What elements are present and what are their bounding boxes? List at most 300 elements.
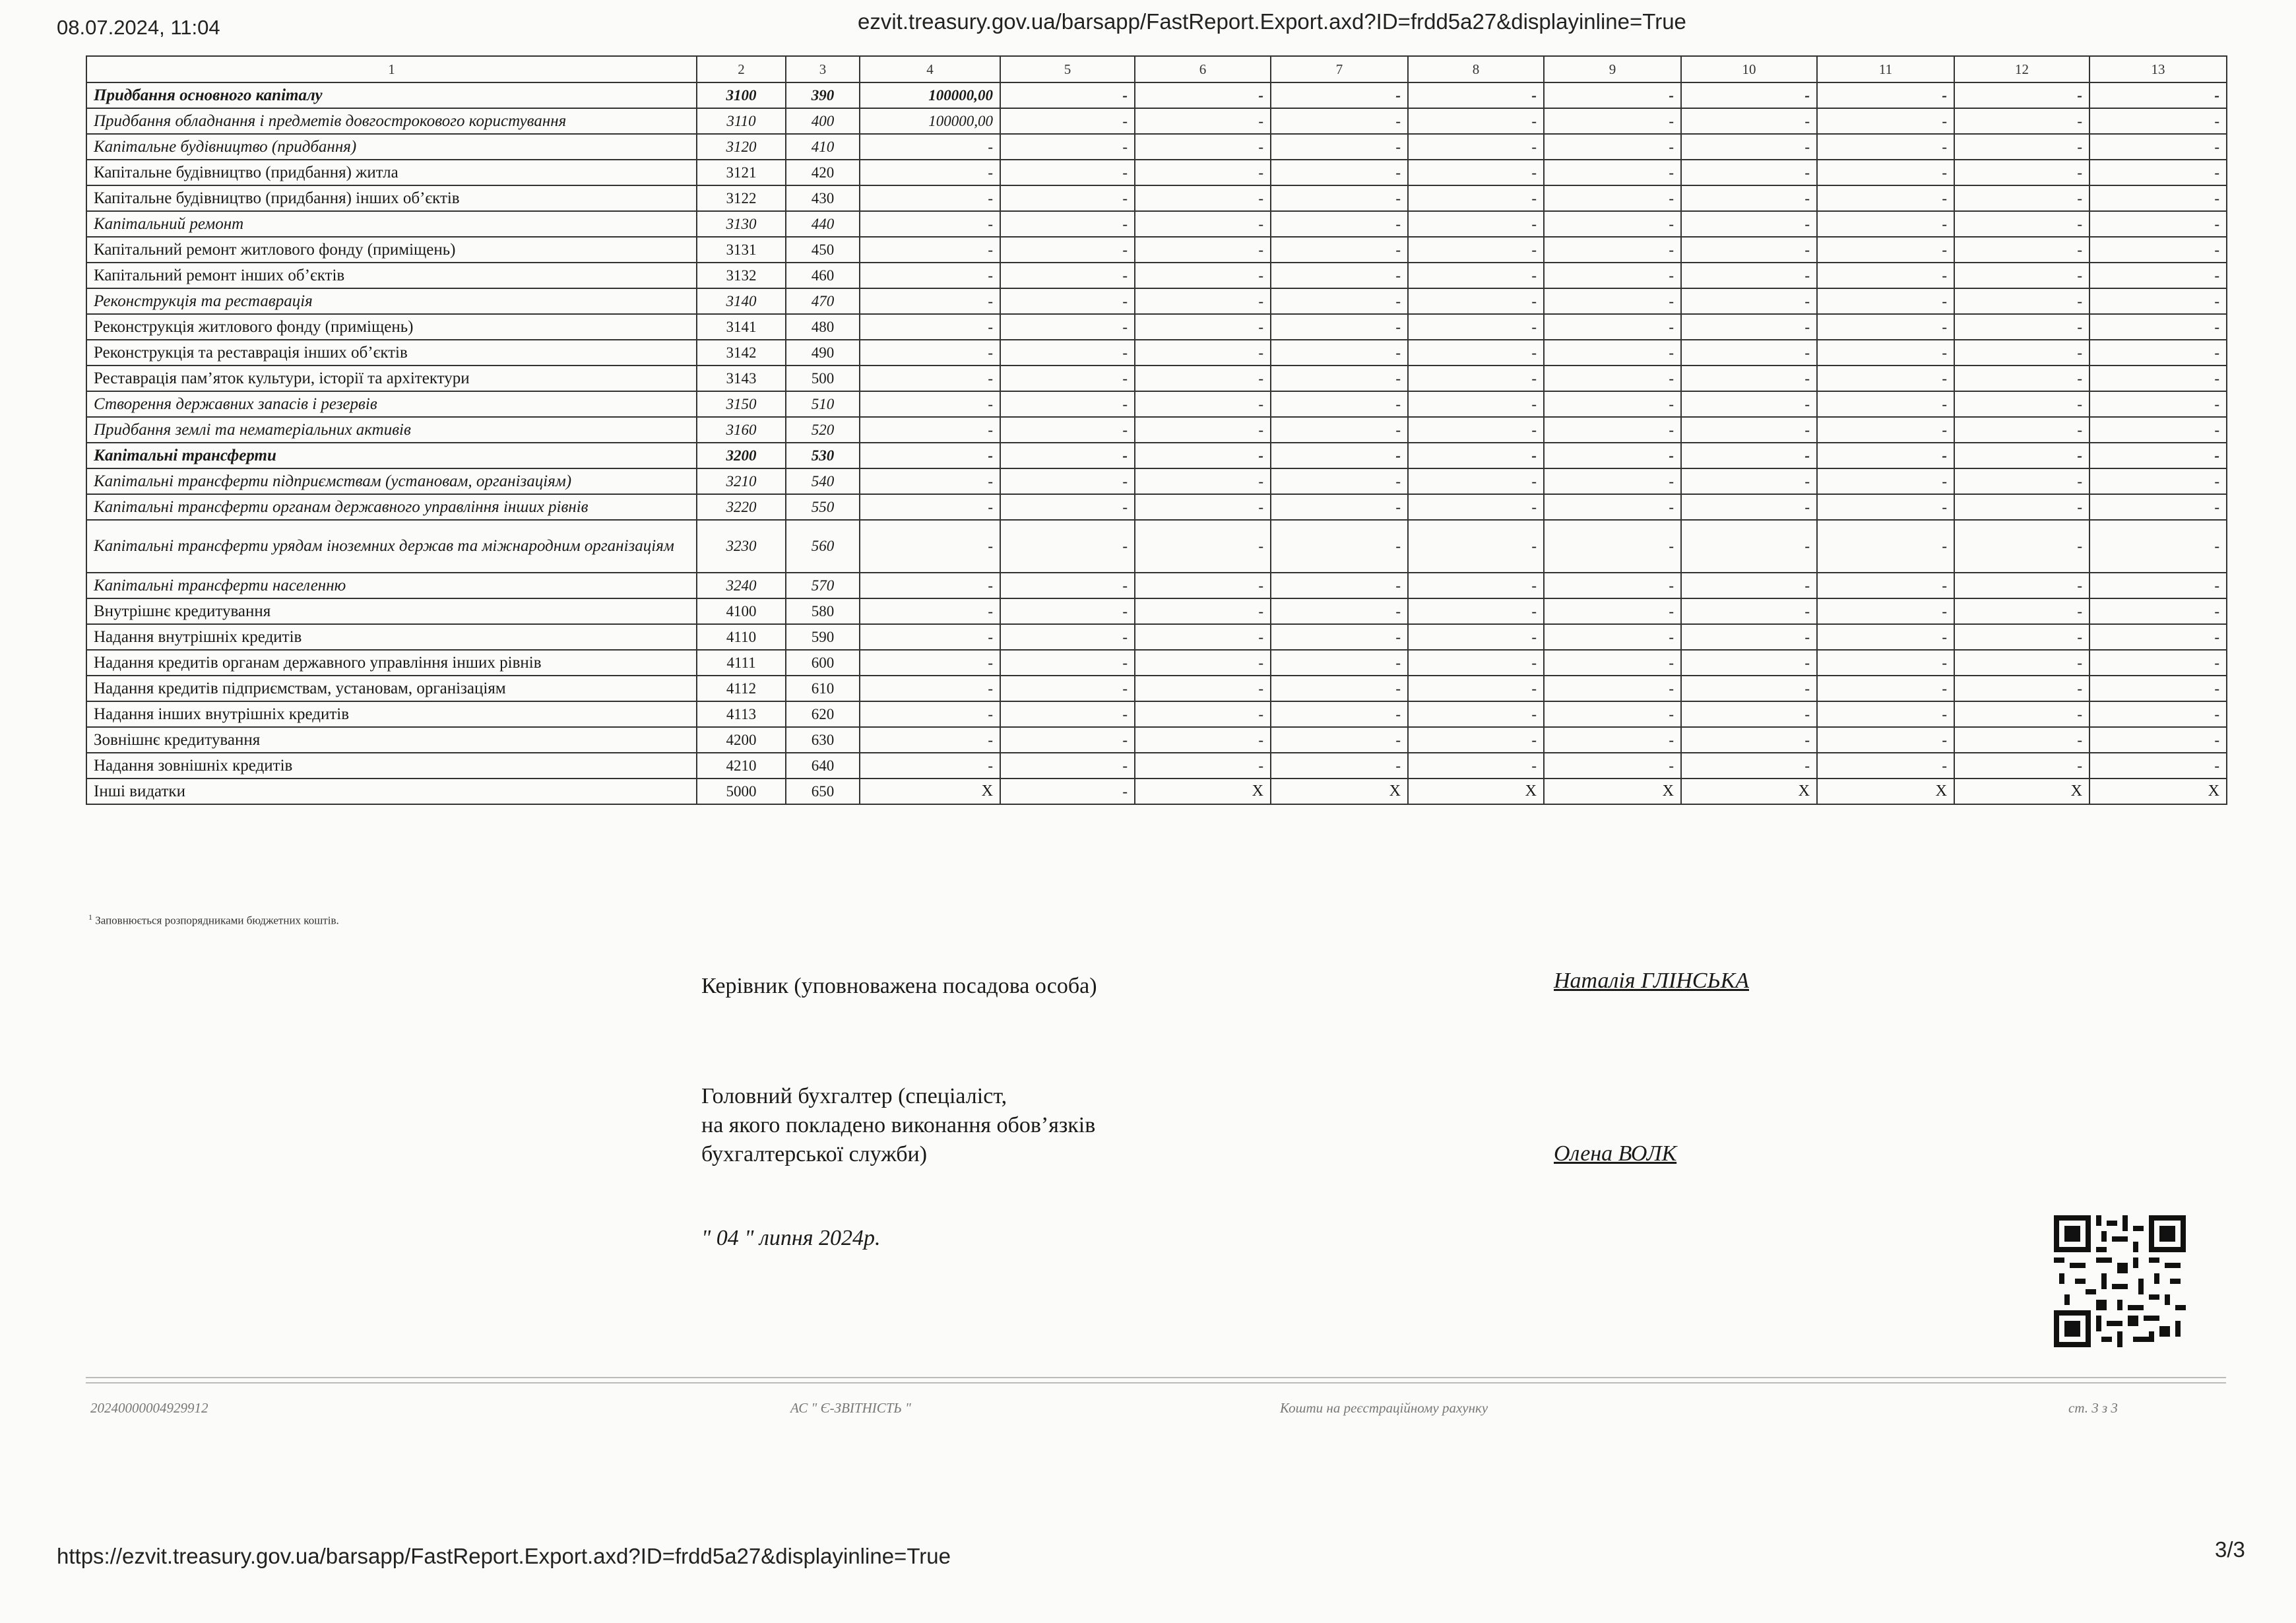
value-cell: -: [1544, 417, 1681, 443]
line-code: 600: [786, 650, 860, 676]
value-cell: -: [1135, 494, 1271, 520]
table-row: [86, 237, 2227, 263]
value-cell: -: [1000, 494, 1135, 520]
table-header-row: [86, 56, 2227, 82]
value-cell: -: [2089, 366, 2227, 391]
line-code: 460: [786, 263, 860, 288]
value-cell: -: [1954, 211, 2089, 237]
value-cell: -: [1817, 391, 1954, 417]
value-cell: -: [860, 468, 1000, 494]
value-cell: -: [860, 494, 1000, 520]
head-signature-label: Керівник (уповноважена посадова особа): [701, 974, 1097, 998]
value-cell: -: [1681, 237, 1817, 263]
value-cell: -: [1135, 727, 1271, 753]
table-row: [86, 598, 2227, 624]
economic-code: 3200: [697, 443, 786, 468]
value-cell: -: [860, 185, 1000, 211]
value-cell: -: [1817, 417, 1954, 443]
value-cell: -: [1271, 573, 1408, 598]
value-cell: -: [1000, 108, 1135, 134]
value-cell: -: [1000, 185, 1135, 211]
line-code: 440: [786, 211, 860, 237]
value-cell: -: [1135, 134, 1271, 160]
table-row: [86, 727, 2227, 753]
row-name: Капітальні трансферти населенню: [86, 573, 697, 598]
table-row: [86, 468, 2227, 494]
row-name: Створення державних запасів і резервів: [86, 391, 697, 417]
accountant-label-line: на якого покладено виконання обов’язків: [701, 1113, 1096, 1137]
column-header: 1: [86, 56, 697, 82]
value-cell: -: [1408, 443, 1544, 468]
economic-code: 3140: [697, 288, 786, 314]
line-code: 640: [786, 753, 860, 779]
line-code: 570: [786, 573, 860, 598]
value-cell: -: [1681, 494, 1817, 520]
column-header: 8: [1408, 56, 1544, 82]
value-cell: -: [1817, 288, 1954, 314]
value-cell: -: [1135, 676, 1271, 701]
row-name: Капітальні трансферти органам державного управління інших рівнів: [86, 494, 697, 520]
value-cell: -: [1544, 211, 1681, 237]
value-cell: -: [2089, 263, 2227, 288]
value-cell: -: [1681, 753, 1817, 779]
account-note: Кошти на реєстраційному рахунку: [1280, 1400, 1488, 1416]
value-cell: -: [1408, 366, 1544, 391]
value-cell: -: [2089, 520, 2227, 573]
value-cell: -: [1408, 108, 1544, 134]
print-datetime: 08.07.2024, 11:04: [57, 16, 220, 39]
value-cell: -: [1544, 160, 1681, 185]
economic-code: 3210: [697, 468, 786, 494]
table-row: [86, 134, 2227, 160]
value-cell: -: [1000, 443, 1135, 468]
value-cell: -: [1135, 366, 1271, 391]
value-cell: -: [1544, 494, 1681, 520]
value-cell: -: [1817, 108, 1954, 134]
value-cell: -: [860, 314, 1000, 340]
value-cell: 100000,00: [860, 82, 1000, 108]
value-cell: -: [1408, 237, 1544, 263]
table-row: [86, 160, 2227, 185]
value-cell: -: [2089, 108, 2227, 134]
value-cell: -: [1135, 288, 1271, 314]
value-cell: -: [860, 417, 1000, 443]
value-cell: X: [860, 779, 1000, 804]
line-code: 400: [786, 108, 860, 134]
row-name: Надання інших внутрішніх кредитів: [86, 701, 697, 727]
value-cell: -: [1817, 624, 1954, 650]
row-name: Придбання основного капіталу: [86, 82, 697, 108]
value-cell: -: [1544, 82, 1681, 108]
value-cell: -: [1408, 573, 1544, 598]
value-cell: -: [1000, 211, 1135, 237]
page-number: ст. 3 з 3: [2068, 1400, 2118, 1416]
value-cell: -: [1681, 443, 1817, 468]
value-cell: -: [1681, 160, 1817, 185]
accountant-label-line: бухгалтерської служби): [701, 1142, 928, 1166]
table-body: [86, 82, 2227, 804]
line-code: 520: [786, 417, 860, 443]
print-footer-url: https://ezvit.treasury.gov.ua/barsapp/FastReport.Export.axd?ID=frdd5a27&displayinline=True: [57, 1544, 951, 1568]
value-cell: -: [1135, 443, 1271, 468]
footnote-text: Заповнюється розпорядниками бюджетних коштів.: [95, 914, 339, 927]
table-row: [86, 676, 2227, 701]
value-cell: -: [1954, 160, 2089, 185]
value-cell: -: [1271, 598, 1408, 624]
value-cell: -: [1135, 573, 1271, 598]
value-cell: -: [860, 676, 1000, 701]
column-header: 7: [1271, 56, 1408, 82]
value-cell: -: [1954, 468, 2089, 494]
value-cell: -: [1954, 701, 2089, 727]
value-cell: -: [1271, 443, 1408, 468]
value-cell: -: [1000, 573, 1135, 598]
value-cell: -: [1135, 314, 1271, 340]
value-cell: -: [1544, 520, 1681, 573]
value-cell: -: [1000, 340, 1135, 366]
value-cell: -: [1271, 314, 1408, 340]
row-name: Капітальний ремонт інших об’єктів: [86, 263, 697, 288]
row-name: Реконструкція та реставрація інших об’єктів: [86, 340, 697, 366]
value-cell: -: [1000, 520, 1135, 573]
print-page-counter: 3/3: [2215, 1537, 2245, 1562]
column-header: 2: [697, 56, 786, 82]
value-cell: -: [2089, 340, 2227, 366]
value-cell: -: [1271, 211, 1408, 237]
value-cell: -: [1135, 520, 1271, 573]
economic-code: 3240: [697, 573, 786, 598]
value-cell: -: [2089, 185, 2227, 211]
value-cell: -: [1271, 366, 1408, 391]
economic-code: 4100: [697, 598, 786, 624]
line-code: 620: [786, 701, 860, 727]
value-cell: -: [1000, 727, 1135, 753]
line-code: 650: [786, 779, 860, 804]
table-row: [86, 108, 2227, 134]
value-cell: -: [860, 366, 1000, 391]
value-cell: -: [1544, 701, 1681, 727]
value-cell: -: [1000, 391, 1135, 417]
value-cell: -: [1271, 391, 1408, 417]
economic-code: 3142: [697, 340, 786, 366]
value-cell: -: [1135, 468, 1271, 494]
economic-code: 3220: [697, 494, 786, 520]
table-row: [86, 624, 2227, 650]
value-cell: -: [1271, 624, 1408, 650]
table-row: [86, 211, 2227, 237]
value-cell: -: [1817, 237, 1954, 263]
footnote: [88, 912, 339, 928]
value-cell: -: [1954, 134, 2089, 160]
line-code: 510: [786, 391, 860, 417]
value-cell: -: [1271, 340, 1408, 366]
table-row: [86, 443, 2227, 468]
economic-code: 4110: [697, 624, 786, 650]
table-row: [86, 391, 2227, 417]
value-cell: X: [1135, 779, 1271, 804]
value-cell: -: [1135, 237, 1271, 263]
value-cell: -: [1817, 314, 1954, 340]
value-cell: -: [1544, 314, 1681, 340]
value-cell: -: [1544, 443, 1681, 468]
value-cell: -: [1000, 624, 1135, 650]
head-signature-name: Наталія ГЛІНСЬКА: [1554, 969, 1749, 993]
value-cell: -: [1408, 263, 1544, 288]
value-cell: -: [1000, 237, 1135, 263]
value-cell: -: [2089, 494, 2227, 520]
value-cell: -: [1000, 366, 1135, 391]
value-cell: -: [1544, 727, 1681, 753]
row-name: Надання зовнішніх кредитів: [86, 753, 697, 779]
value-cell: -: [1817, 753, 1954, 779]
value-cell: -: [1544, 676, 1681, 701]
value-cell: -: [860, 520, 1000, 573]
value-cell: -: [2089, 650, 2227, 676]
value-cell: -: [1135, 391, 1271, 417]
value-cell: -: [1681, 366, 1817, 391]
economic-code: 3143: [697, 366, 786, 391]
value-cell: -: [860, 701, 1000, 727]
value-cell: -: [1681, 701, 1817, 727]
value-cell: -: [1544, 573, 1681, 598]
value-cell: -: [2089, 314, 2227, 340]
column-header: 3: [786, 56, 860, 82]
value-cell: -: [1681, 340, 1817, 366]
value-cell: -: [1681, 650, 1817, 676]
value-cell: -: [1408, 185, 1544, 211]
value-cell: -: [1135, 753, 1271, 779]
system-name: АС " Є-ЗВІТНІСТЬ ": [790, 1400, 911, 1416]
table-row: [86, 701, 2227, 727]
value-cell: -: [860, 443, 1000, 468]
value-cell: -: [1681, 314, 1817, 340]
table-row: [86, 288, 2227, 314]
value-cell: -: [1000, 288, 1135, 314]
table-row: [86, 82, 2227, 108]
value-cell: -: [860, 237, 1000, 263]
value-cell: -: [1408, 134, 1544, 160]
value-cell: -: [1954, 391, 2089, 417]
economic-code: 3121: [697, 160, 786, 185]
line-code: 390: [786, 82, 860, 108]
value-cell: -: [1135, 211, 1271, 237]
table-row: [86, 366, 2227, 391]
value-cell: -: [1408, 753, 1544, 779]
value-cell: -: [1954, 573, 2089, 598]
economic-code: 3230: [697, 520, 786, 573]
value-cell: -: [1000, 753, 1135, 779]
value-cell: -: [2089, 701, 2227, 727]
value-cell: -: [1408, 468, 1544, 494]
value-cell: -: [1408, 727, 1544, 753]
value-cell: -: [860, 134, 1000, 160]
value-cell: -: [1135, 598, 1271, 624]
economic-code: 4112: [697, 676, 786, 701]
value-cell: -: [1408, 288, 1544, 314]
column-header: 6: [1135, 56, 1271, 82]
value-cell: -: [1000, 650, 1135, 676]
value-cell: -: [1408, 340, 1544, 366]
value-cell: -: [1408, 624, 1544, 650]
value-cell: -: [2089, 288, 2227, 314]
value-cell: -: [1000, 160, 1135, 185]
value-cell: -: [1954, 753, 2089, 779]
value-cell: -: [1135, 82, 1271, 108]
value-cell: -: [1408, 417, 1544, 443]
value-cell: -: [1000, 468, 1135, 494]
value-cell: -: [2089, 573, 2227, 598]
value-cell: -: [2089, 676, 2227, 701]
table-row: [86, 753, 2227, 779]
value-cell: -: [1954, 727, 2089, 753]
value-cell: -: [1681, 573, 1817, 598]
value-cell: -: [860, 391, 1000, 417]
line-code: 450: [786, 237, 860, 263]
value-cell: -: [1408, 211, 1544, 237]
value-cell: -: [1954, 185, 2089, 211]
value-cell: -: [1271, 288, 1408, 314]
row-name: Капітальні трансферти урядам іноземних держав та міжнародним організаціям: [86, 520, 697, 573]
value-cell: -: [1817, 650, 1954, 676]
value-cell: -: [1817, 494, 1954, 520]
row-name: Надання кредитів підприємствам, установам, організаціям: [86, 676, 697, 701]
value-cell: -: [1544, 468, 1681, 494]
value-cell: -: [1271, 82, 1408, 108]
value-cell: -: [1000, 598, 1135, 624]
value-cell: -: [1000, 263, 1135, 288]
column-header: 5: [1000, 56, 1135, 82]
value-cell: -: [1271, 753, 1408, 779]
value-cell: -: [1954, 676, 2089, 701]
table-row: [86, 185, 2227, 211]
value-cell: -: [860, 340, 1000, 366]
value-cell: -: [1817, 701, 1954, 727]
line-code: 490: [786, 340, 860, 366]
value-cell: -: [1135, 160, 1271, 185]
value-cell: -: [1271, 417, 1408, 443]
value-cell: -: [1544, 263, 1681, 288]
value-cell: -: [1000, 314, 1135, 340]
value-cell: -: [1408, 494, 1544, 520]
value-cell: -: [1681, 727, 1817, 753]
economic-code: 3160: [697, 417, 786, 443]
row-name: Реставрація пам’яток культури, історії та архітектури: [86, 366, 697, 391]
value-cell: -: [1408, 160, 1544, 185]
value-cell: -: [1271, 494, 1408, 520]
line-code: 500: [786, 366, 860, 391]
value-cell: -: [1135, 701, 1271, 727]
value-cell: -: [2089, 624, 2227, 650]
value-cell: -: [1271, 650, 1408, 676]
value-cell: -: [2089, 598, 2227, 624]
value-cell: -: [1954, 82, 2089, 108]
value-cell: -: [1408, 701, 1544, 727]
footnote-mark: 1: [88, 912, 92, 922]
value-cell: -: [1681, 134, 1817, 160]
value-cell: -: [1000, 779, 1135, 804]
value-cell: -: [1544, 624, 1681, 650]
value-cell: -: [1271, 701, 1408, 727]
value-cell: -: [1954, 237, 2089, 263]
value-cell: -: [860, 573, 1000, 598]
value-cell: -: [1408, 598, 1544, 624]
column-header: 13: [2089, 56, 2227, 82]
value-cell: -: [1408, 650, 1544, 676]
column-header: 10: [1681, 56, 1817, 82]
value-cell: -: [1271, 237, 1408, 263]
value-cell: 100000,00: [860, 108, 1000, 134]
line-code: 410: [786, 134, 860, 160]
table-row: [86, 494, 2227, 520]
economic-code: 4113: [697, 701, 786, 727]
value-cell: -: [1681, 108, 1817, 134]
value-cell: -: [1817, 366, 1954, 391]
value-cell: -: [1681, 417, 1817, 443]
value-cell: -: [1954, 494, 2089, 520]
line-code: 430: [786, 185, 860, 211]
value-cell: -: [1271, 676, 1408, 701]
value-cell: -: [1817, 573, 1954, 598]
row-name: Реконструкція та реставрація: [86, 288, 697, 314]
value-cell: -: [2089, 753, 2227, 779]
accountant-signature-label: [701, 1082, 1095, 1169]
value-cell: -: [1954, 443, 2089, 468]
value-cell: -: [2089, 443, 2227, 468]
value-cell: X: [1954, 779, 2089, 804]
row-name: Зовнішнє кредитування: [86, 727, 697, 753]
value-cell: -: [1681, 263, 1817, 288]
row-name: Внутрішнє кредитування: [86, 598, 697, 624]
value-cell: -: [1544, 134, 1681, 160]
value-cell: -: [1681, 468, 1817, 494]
value-cell: -: [1271, 520, 1408, 573]
qr-code-icon: [2054, 1215, 2186, 1347]
value-cell: -: [1135, 340, 1271, 366]
value-cell: -: [1408, 676, 1544, 701]
value-cell: -: [1271, 727, 1408, 753]
table-row: [86, 573, 2227, 598]
economic-code: 4210: [697, 753, 786, 779]
economic-code: 4200: [697, 727, 786, 753]
row-name: Інші видатки: [86, 779, 697, 804]
value-cell: -: [1681, 598, 1817, 624]
value-cell: -: [1408, 391, 1544, 417]
value-cell: -: [1135, 108, 1271, 134]
value-cell: -: [860, 624, 1000, 650]
economic-code: 5000: [697, 779, 786, 804]
economic-code: 3150: [697, 391, 786, 417]
value-cell: -: [1544, 598, 1681, 624]
value-cell: -: [1135, 263, 1271, 288]
value-cell: -: [1817, 134, 1954, 160]
line-code: 550: [786, 494, 860, 520]
value-cell: -: [1544, 340, 1681, 366]
row-name: Капітальні трансферти підприємствам (установам, організаціям): [86, 468, 697, 494]
value-cell: -: [1954, 650, 2089, 676]
value-cell: -: [2089, 237, 2227, 263]
value-cell: -: [1954, 624, 2089, 650]
economic-code: 3110: [697, 108, 786, 134]
value-cell: -: [1408, 82, 1544, 108]
value-cell: -: [1544, 366, 1681, 391]
value-cell: -: [1000, 82, 1135, 108]
value-cell: -: [1817, 82, 1954, 108]
value-cell: -: [1000, 134, 1135, 160]
value-cell: -: [1544, 753, 1681, 779]
value-cell: -: [1271, 134, 1408, 160]
line-code: 530: [786, 443, 860, 468]
value-cell: -: [1817, 676, 1954, 701]
